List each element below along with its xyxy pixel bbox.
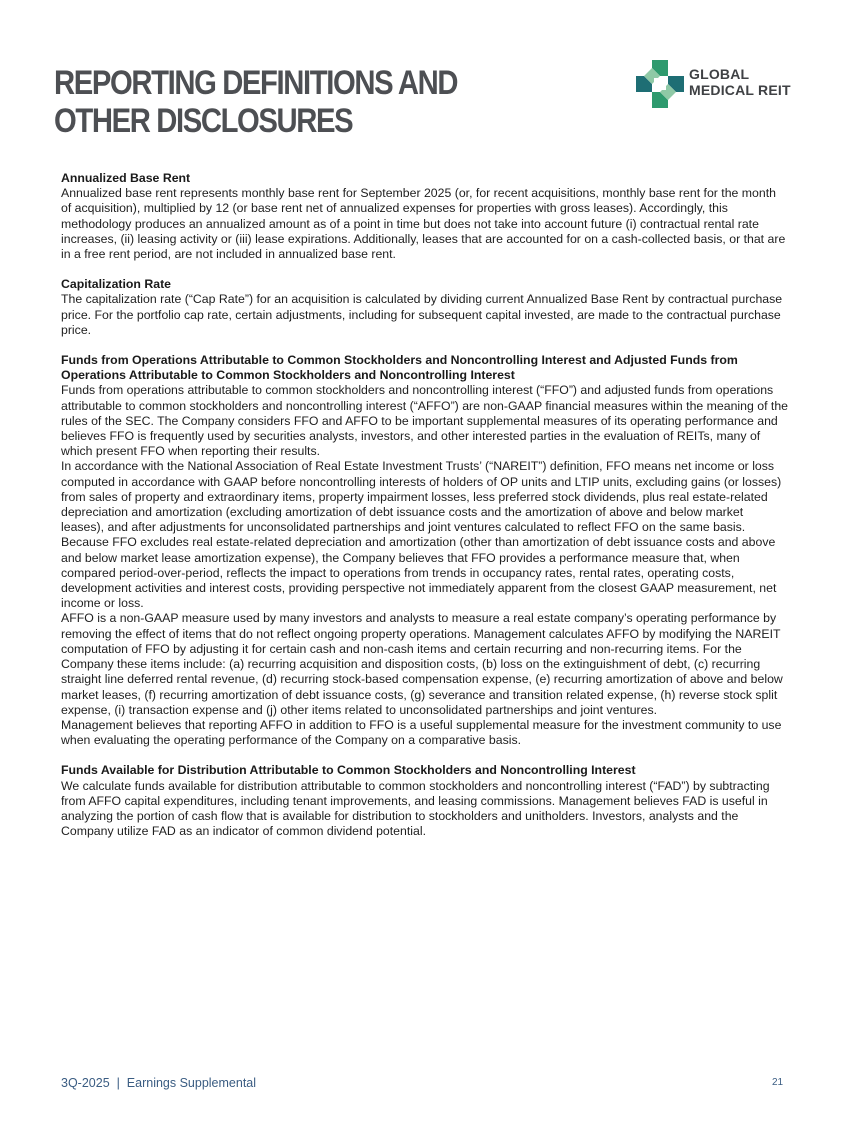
section-paragraph: Management believes that reporting AFFO in addition to FFO is a useful supplemental measure for the investment community to use when evaluating the operating performance of the Company on a comparative basis. xyxy=(61,717,782,748)
section-heading: Capitalization Rate xyxy=(61,277,172,292)
section-fad xyxy=(61,763,789,839)
footer-report-label: 3Q-2025 | Earnings Supplemental xyxy=(61,1076,257,1090)
company-logo xyxy=(636,60,796,108)
section-annualized-base-rent xyxy=(61,171,789,262)
section-capitalization-rate xyxy=(61,277,789,338)
page-title-line-1: REPORTING DEFINITIONS AND xyxy=(54,64,458,102)
section-heading: Funds Available for Distribution Attributable to Common Stockholders and Noncontrolling Interest xyxy=(61,763,636,778)
section-heading: Funds from Operations Attributable to Common Stockholders and Noncontrolling Interest and Adjusted Funds from Operations Attributable to Common Stockholders and Noncontrolling Interest xyxy=(61,353,738,383)
section-paragraph: AFFO is a non-GAAP measure used by many investors and analysts to measure a real estate company’s operating performance by removing the effect of items that do not reflect ongoing property operations. Management calculates AFFO by modifying the NAREIT computation of FFO by adjusting it for certain cash and non-cash items and certain recurring and non-recurring items. For the Company these items include: (a) recurring acquisition and disposition costs, (b) loss on the extinguishment of debt, (c) recurring straight line deferred rental revenue, (d) recurring stock-based compensation expense, (e) recurring amortization of above and below market leases, (f) recurring amortization of debt issuance costs, (g) severance and transition related expense, (h) reverse stock split expense, (i) transaction expense and (j) other items related to unconsolidated partnerships and joint ventures. xyxy=(61,611,783,717)
page-title xyxy=(54,64,501,140)
disclosure-content xyxy=(61,171,789,854)
logo-line-1: GLOBAL xyxy=(689,66,750,82)
logo-wordmark xyxy=(689,66,791,98)
section-paragraph: Funds from operations attributable to common stockholders and noncontrolling interest (“FFO”) and adjusted funds from operations attributable to common stockholders and noncontrolling interest (“AFFO”) are non-GAAP financial measures within the meaning of the rules of the SEC. The Company considers FFO and AFFO to be important supplemental measures of its operating performance and believes FFO is frequently used by securities analysts, investors, and other interested parties in the evaluation of REITs, many of which present FFO when reporting their results. xyxy=(61,383,789,459)
page-number: 21 xyxy=(772,1077,784,1088)
section-paragraph: In accordance with the National Association of Real Estate Investment Trusts’ (“NAREIT”) definition, FFO means net income or loss computed in accordance with GAAP before noncontrolling interests of holders of OP units and LTIP units, excluding gains (or losses) from sales of property and extraordinary items, property impairment losses, less preferred stock dividends, plus real estate-related depreciation and amortization (excluding amortization of debt issuance costs and the amortization of above and below market leases), and after adjustments for unconsolidated partnerships and joint ventures calculated to reflect FFO on the same basis. Because FFO excludes real estate-related depreciation and amortization (other than amortization of debt issuance costs and above and below market lease amortization expense), the Company believes that FFO provides a performance measure that, when compared period-over-period, reflects the impact to operations from trends in occupancy rates, rental rates, operating costs, development activities and interest costs, providing perspective not immediately apparent from the closest GAAP measurement, net income or loss. xyxy=(61,459,782,611)
section-ffo-affo xyxy=(61,353,789,748)
logo-line-2: MEDICAL REIT xyxy=(689,82,791,98)
section-paragraph: We calculate funds available for distribution attributable to common stockholders and noncontrolling interest (“FAD”) by subtracting from AFFO capital expenditures, including tenant improvements, and leasing commissions. Management believes FAD is useful in analyzing the portion of cash flow that is available for distribution to stockholders and unitholders. Investors, analysts and the Company utilize FAD as an indicator of common dividend potential. xyxy=(61,778,770,839)
section-paragraph: Annualized base rent represents monthly base rent for September 2025 (or, for recent acquisitions, monthly base rent for the month of acquisition), multiplied by 12 (or base rent net of annualized expenses for properties with gross leases). Accordingly, this methodology produces an annualized amount as of a point in time but does not take into account future (i) contractual rental rate increases, (ii) leasing activity or (iii) lease expirations. Additionally, leases that are accounted for on a cash-collected basis, or that are in a free rent period, are not included in annualized base rent. xyxy=(61,186,786,262)
page-title-line-2: OTHER DISCLOSURES xyxy=(54,102,353,140)
section-heading: Annualized Base Rent xyxy=(61,171,191,185)
section-paragraph: The capitalization rate (“Cap Rate”) for an acquisition is calculated by dividing current Annualized Base Rent by contractual purchase price. For the portfolio cap rate, certain adjustments, including for subsequent capital invested, are made to the contractual purchase price. xyxy=(61,292,783,337)
cross-logo-icon xyxy=(636,60,684,108)
